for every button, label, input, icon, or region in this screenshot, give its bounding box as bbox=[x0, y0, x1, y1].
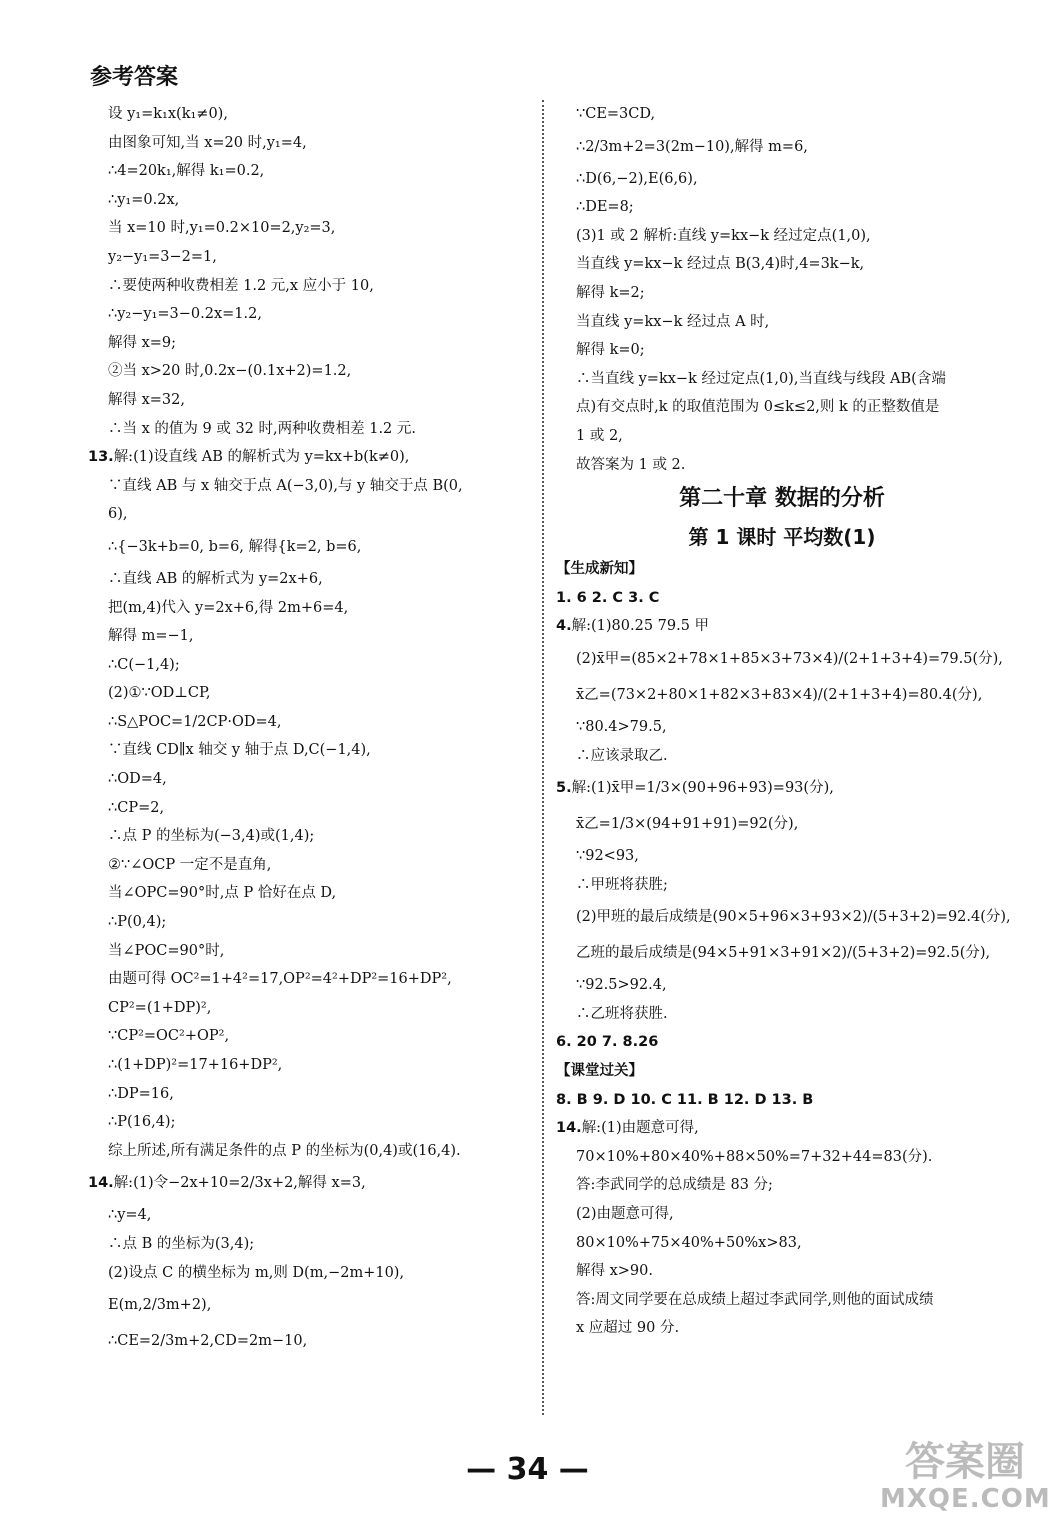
text-line: (2)①∵OD⊥CP, bbox=[108, 685, 211, 702]
question-13 bbox=[88, 443, 528, 1165]
text-line: 解得 x=9; bbox=[108, 334, 177, 351]
text-line: 6), bbox=[108, 506, 128, 523]
text-line: 答:周文同学要在总成绩上超过李武同学,则他的面试成绩 bbox=[576, 1291, 934, 1308]
question-text: 解:(1)80.25 79.5 甲 bbox=[571, 618, 710, 635]
text-line: 乙班的最后成绩是(94×5+91×3+91×2)/(5+3+2)=92.5(分), bbox=[576, 945, 991, 962]
question-number: 14. bbox=[88, 1175, 114, 1192]
text-line: 解得 x>90. bbox=[576, 1263, 653, 1280]
text-line: ∴y₁=0.2x, bbox=[108, 191, 180, 208]
text-line: 把(m,4)代入 y=2x+6,得 2m+6=4, bbox=[108, 599, 349, 616]
question-5 bbox=[556, 770, 1011, 1028]
text-line: (2)由题意可得, bbox=[576, 1206, 674, 1223]
text-line: ∴C(−1,4); bbox=[108, 656, 180, 673]
text-line: 故答案为 1 或 2. bbox=[576, 456, 686, 473]
text-line: 解得 m=−1, bbox=[108, 628, 194, 645]
text-line: (2)设点 C 的横坐标为 m,则 D(m,−2m+10), bbox=[108, 1264, 405, 1281]
question-first-line bbox=[88, 1165, 528, 1201]
question-first-line bbox=[556, 770, 1008, 806]
text-line: 答:李武同学的总成绩是 83 分; bbox=[576, 1177, 773, 1194]
section-title-class-check: 【课堂过关】 bbox=[556, 1063, 643, 1080]
text-line: ∴(1+DP)²=17+16+DP², bbox=[108, 1057, 283, 1073]
text-line: ∴D(6,−2),E(6,6), bbox=[576, 170, 698, 187]
question-text: 解:(1)由题意可得, bbox=[581, 1120, 699, 1137]
q14-continued bbox=[556, 100, 1008, 479]
text-line: ∴甲班将获胜; bbox=[576, 876, 668, 893]
text-line: ∴P(16,4); bbox=[108, 1114, 176, 1131]
text-line: ∴DP=16, bbox=[108, 1085, 174, 1102]
answers-1-3: 1. 6 2. C 3. C bbox=[556, 589, 660, 606]
text-line: ②当 x>20 时,0.2x−(0.1x+2)=1.2, bbox=[108, 363, 352, 380]
text-line: ∵92<93, bbox=[576, 848, 639, 865]
column-divider bbox=[542, 100, 544, 1415]
text-line: 由图象可知,当 x=20 时,y₁=4, bbox=[108, 134, 307, 151]
text-line: ∴S△POC=1/2CP·OD=4, bbox=[108, 713, 282, 730]
page-number: — 34 — bbox=[466, 1452, 589, 1487]
text-line: ∴当 x 的值为 9 或 32 时,两种收费相差 1.2 元. bbox=[108, 420, 417, 437]
text-line: ∴P(0,4); bbox=[108, 914, 167, 931]
text-line: ∴2/3m+2=3(2m−10),解得 m=6, bbox=[576, 138, 808, 155]
text-line: 1 或 2, bbox=[576, 427, 623, 444]
text-line: 由题可得 OC²=1+4²=17,OP²=4²+DP²=16+DP², bbox=[108, 971, 452, 988]
text-line: ∴CE=2/3m+2,CD=2m−10, bbox=[108, 1333, 308, 1350]
text-line: (2)x̄甲=(85×2+78×1+85×3+73×4)/(2+1+3+4)=79.5(分), bbox=[576, 650, 1003, 667]
text-line: x̄乙=(73×2+80×1+82×3+83×4)/(2+1+3+4)=80.4(分), bbox=[576, 686, 983, 703]
text-line: ∵92.5>92.4, bbox=[576, 977, 667, 994]
section-title-new-knowledge: 【生成新知】 bbox=[556, 561, 643, 578]
text-line: ∴CP=2, bbox=[108, 799, 165, 816]
question-first-line bbox=[556, 1114, 1008, 1143]
question-text: 解:(1)x̄甲=1/3×(90+96+93)=93(分), bbox=[571, 780, 834, 797]
text-line: ∵CE=3CD, bbox=[576, 106, 656, 122]
question-number: 4. bbox=[556, 618, 572, 635]
text-line: ∴{−3k+b=0, b=6, 解得{k=2, b=6, bbox=[108, 538, 362, 555]
text-line: 当直线 y=kx−k 经过点 A 时, bbox=[576, 313, 770, 330]
text-line: ∵80.4>79.5, bbox=[576, 718, 667, 735]
text-line: (2)甲班的最后成绩是(90×5+96×3+93×2)/(5+3+2)=92.4(分), bbox=[576, 909, 1011, 926]
text-line: ∴DE=8; bbox=[576, 199, 634, 216]
text-line: ∵直线 CD∥x 轴交 y 轴于点 D,C(−1,4), bbox=[108, 742, 371, 759]
question-text: 解:(1)设直线 AB 的解析式为 y=kx+b(k≠0), bbox=[113, 449, 410, 466]
left-column bbox=[88, 100, 528, 1359]
text-line: ②∵∠OCP 一定不是直角, bbox=[108, 856, 272, 873]
text-line: (3)1 或 2 解析:直线 y=kx−k 经过定点(1,0), bbox=[576, 227, 871, 244]
text-line: x̄乙=1/3×(94+91+91)=92(分), bbox=[576, 816, 799, 833]
text-line: 当 x=10 时,y₁=0.2×10=2,y₂=3, bbox=[108, 220, 336, 237]
text-line: ∴应该录取乙. bbox=[576, 747, 668, 764]
text-line: y₂−y₁=3−2=1, bbox=[108, 248, 217, 265]
question-number: 13. bbox=[88, 449, 114, 466]
lesson-title: 第 1 课时 平均数(1) bbox=[688, 525, 876, 550]
text-line: 点)有交点时,k 的取值范围为 0≤k≤2,则 k 的正整数值是 bbox=[576, 399, 940, 416]
text-line: ∴4=20k₁,解得 k₁=0.2, bbox=[108, 163, 265, 180]
text-line: ∴点 B 的坐标为(3,4); bbox=[108, 1235, 255, 1252]
text-line: ∴y₂−y₁=3−0.2x=1.2, bbox=[108, 306, 262, 323]
question-14 bbox=[88, 1165, 528, 1359]
text-line: ∴当直线 y=kx−k 经过定点(1,0),当直线与线段 AB(含端 bbox=[576, 370, 946, 387]
text-line: ∴直线 AB 的解析式为 y=2x+6, bbox=[108, 570, 323, 587]
text-line: 80×10%+75×40%+50%x>83, bbox=[576, 1234, 802, 1251]
text-line: 解得 x=32, bbox=[108, 391, 185, 408]
text-line: 70×10%+80×40%+88×50%=7+32+44=83(分). bbox=[576, 1148, 933, 1165]
text-line: 解得 k=2; bbox=[576, 284, 645, 301]
text-line: ∴乙班将获胜. bbox=[576, 1005, 668, 1022]
question-number: 5. bbox=[556, 780, 572, 797]
chapter-title: 第二十章 数据的分析 bbox=[679, 486, 885, 512]
right-column bbox=[556, 100, 1011, 1343]
text-line: ∵直线 AB 与 x 轴交于点 A(−3,0),与 y 轴交于点 B(0, bbox=[108, 477, 463, 494]
answers-6-7: 6. 20 7. 8.26 bbox=[556, 1034, 659, 1051]
text-line: 解得 k=0; bbox=[576, 342, 645, 359]
text-line: ∵CP²=OC²+OP², bbox=[108, 1028, 230, 1045]
question-number: 14. bbox=[556, 1120, 582, 1137]
question-first-line bbox=[556, 612, 1008, 641]
question-14-lesson bbox=[556, 1114, 1008, 1343]
question-4 bbox=[556, 612, 1008, 770]
answers-8-13: 8. B 9. D 10. C 11. B 12. D 13. B bbox=[556, 1091, 814, 1108]
text-line: x 应超过 90 分. bbox=[576, 1320, 680, 1337]
text-line: ∴y=4, bbox=[108, 1207, 152, 1224]
q12-continued bbox=[88, 100, 528, 443]
watermark-logo bbox=[880, 1440, 1050, 1514]
question-first-line bbox=[88, 443, 528, 472]
text-line: 当直线 y=kx−k 经过点 B(3,4)时,4=3k−k, bbox=[576, 256, 865, 273]
text-line: ∴OD=4, bbox=[108, 771, 167, 788]
text-line: ∴要使两种收费相差 1.2 元,x 应小于 10, bbox=[108, 277, 374, 294]
text-line: ∴点 P 的坐标为(−3,4)或(1,4); bbox=[108, 828, 315, 845]
text-line: 当∠OPC=90°时,点 P 恰好在点 D, bbox=[108, 885, 337, 902]
watermark-url: MXQE.COM bbox=[880, 1484, 1051, 1514]
text-line: 当∠POC=90°时, bbox=[108, 942, 225, 959]
page-header: 参考答案 bbox=[90, 65, 179, 90]
question-text: 解:(1)令−2x+10=2/3x+2,解得 x=3, bbox=[113, 1175, 366, 1192]
text-line: CP²=(1+DP)², bbox=[108, 999, 212, 1016]
text-line: E(m,2/3m+2), bbox=[108, 1297, 212, 1314]
watermark-text: 答案圈 bbox=[905, 1439, 1025, 1485]
text-line: 设 y₁=k₁x(k₁≠0), bbox=[108, 106, 228, 122]
text-line: 综上所述,所有满足条件的点 P 的坐标为(0,4)或(16,4). bbox=[108, 1142, 461, 1159]
